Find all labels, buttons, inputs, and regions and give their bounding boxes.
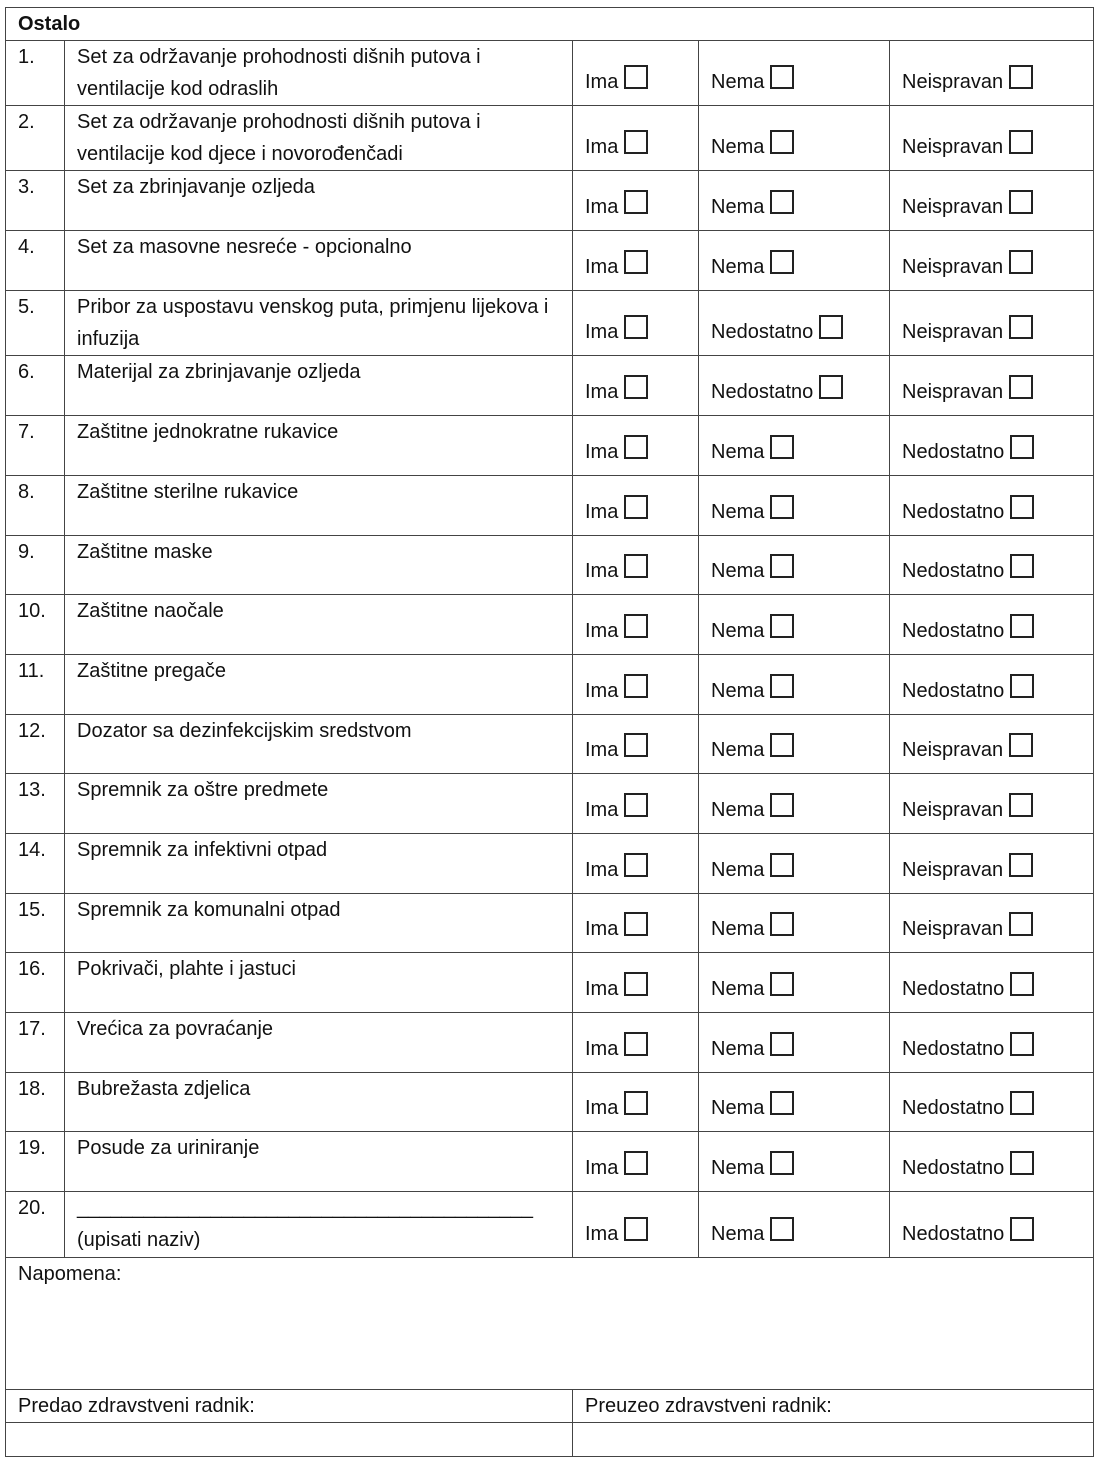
checklist-row	[6, 655, 1094, 715]
option-label: Nema	[711, 1223, 765, 1245]
option-label: Neispravan	[902, 71, 1004, 93]
option-checkbox[interactable]	[770, 250, 794, 274]
option-cell	[573, 715, 699, 774]
option-label: Neispravan	[902, 859, 1004, 881]
option-checkbox[interactable]	[624, 853, 648, 877]
option-label: Ima	[585, 918, 619, 940]
option-cell	[699, 291, 890, 356]
option-label: Nema	[711, 501, 765, 523]
item-number: 9.	[6, 536, 65, 595]
option-label: Ima	[585, 71, 619, 93]
item-description-text: Dozator sa dezinfekcijskim sredstvom	[77, 720, 412, 742]
option-cell	[890, 655, 1094, 715]
item-description	[65, 416, 573, 476]
item-description	[65, 536, 573, 595]
option-cell	[573, 106, 699, 171]
item-description-text: Zaštitne jednokratne rukavice	[77, 421, 339, 443]
item-description	[65, 834, 573, 894]
checklist-row	[6, 715, 1094, 774]
option-checkbox[interactable]	[819, 315, 843, 339]
option-label: Nedostatno	[902, 680, 1005, 702]
option-cell	[699, 41, 890, 106]
item-description-text: Set za održavanje prohodnosti dišnih putova i ventilacije kod djece i novorođenčadi	[77, 111, 481, 165]
note-field[interactable]	[6, 1258, 1094, 1390]
item-description	[65, 595, 573, 655]
option-cell	[699, 231, 890, 291]
option-checkbox[interactable]	[770, 1151, 794, 1175]
option-checkbox[interactable]	[624, 435, 648, 459]
item-number: 20.	[6, 1192, 65, 1258]
option-checkbox[interactable]	[770, 614, 794, 638]
checklist-row	[6, 1013, 1094, 1073]
option-cell	[699, 894, 890, 953]
item-number: 19.	[6, 1132, 65, 1192]
option-label: Nema	[711, 1038, 765, 1060]
option-checkbox[interactable]	[770, 793, 794, 817]
option-checkbox[interactable]	[770, 190, 794, 214]
item-description	[65, 953, 573, 1013]
option-cell	[699, 1013, 890, 1073]
option-checkbox[interactable]	[1010, 435, 1034, 459]
item-description-text: Set za zbrinjavanje ozljeda	[77, 176, 315, 198]
item-description	[65, 715, 573, 774]
option-cell	[573, 231, 699, 291]
option-cell	[890, 536, 1094, 595]
option-checkbox[interactable]	[624, 793, 648, 817]
equipment-checklist-table	[5, 7, 1094, 1457]
option-label: Ima	[585, 978, 619, 1000]
option-checkbox[interactable]	[1010, 1151, 1034, 1175]
option-checkbox[interactable]	[624, 614, 648, 638]
option-checkbox[interactable]	[770, 1091, 794, 1115]
option-checkbox[interactable]	[1009, 315, 1033, 339]
option-cell	[699, 356, 890, 416]
received-signature-field[interactable]	[573, 1423, 1094, 1457]
option-checkbox[interactable]	[624, 315, 648, 339]
item-number: 12.	[6, 715, 65, 774]
option-cell	[573, 894, 699, 953]
option-checkbox[interactable]	[770, 495, 794, 519]
option-cell	[573, 774, 699, 834]
item-description-text: Zaštitne sterilne rukavice	[77, 481, 299, 503]
option-label: Nedostatno	[902, 620, 1005, 642]
option-cell	[890, 291, 1094, 356]
option-label: Ima	[585, 256, 619, 278]
option-checkbox[interactable]	[1009, 793, 1033, 817]
option-checkbox[interactable]	[1010, 1032, 1034, 1056]
item-number: 11.	[6, 655, 65, 715]
checklist-row	[6, 953, 1094, 1013]
option-checkbox[interactable]	[624, 972, 648, 996]
option-label: Nema	[711, 620, 765, 642]
option-checkbox[interactable]	[770, 65, 794, 89]
option-checkbox[interactable]	[770, 130, 794, 154]
option-checkbox[interactable]	[1009, 912, 1033, 936]
option-cell	[699, 106, 890, 171]
option-cell	[699, 171, 890, 231]
option-label: Ima	[585, 381, 619, 403]
option-label: Ima	[585, 620, 619, 642]
option-checkbox[interactable]	[770, 554, 794, 578]
option-cell	[890, 41, 1094, 106]
option-checkbox[interactable]	[770, 853, 794, 877]
item-description	[65, 1132, 573, 1192]
checklist-row	[6, 356, 1094, 416]
option-label: Nema	[711, 136, 765, 158]
option-checkbox[interactable]	[770, 435, 794, 459]
option-checkbox[interactable]	[770, 733, 794, 757]
option-cell	[573, 476, 699, 536]
option-checkbox[interactable]	[1009, 853, 1033, 877]
item-number: 17.	[6, 1013, 65, 1073]
option-cell	[890, 894, 1094, 953]
option-checkbox[interactable]	[624, 1217, 648, 1241]
option-label: Ima	[585, 501, 619, 523]
option-label: Nedostatno	[902, 560, 1005, 582]
section-title: Ostalo	[6, 8, 1094, 41]
option-label: Neispravan	[902, 739, 1004, 761]
option-cell	[573, 1013, 699, 1073]
option-checkbox[interactable]	[1009, 65, 1033, 89]
option-label: Ima	[585, 1097, 619, 1119]
option-cell	[573, 1073, 699, 1132]
option-checkbox[interactable]	[624, 65, 648, 89]
item-description	[65, 291, 573, 356]
option-checkbox[interactable]	[624, 1091, 648, 1115]
option-label: Nedostatno	[902, 501, 1005, 523]
option-label: Nedostatno	[711, 381, 814, 403]
item-description	[65, 356, 573, 416]
option-cell	[890, 416, 1094, 476]
option-cell	[890, 1132, 1094, 1192]
option-cell	[890, 774, 1094, 834]
item-description	[65, 106, 573, 171]
option-cell	[573, 291, 699, 356]
option-checkbox[interactable]	[1009, 190, 1033, 214]
checklist-row	[6, 416, 1094, 476]
option-cell	[573, 171, 699, 231]
handed-over-label: Predao zdravstveni radnik:	[6, 1390, 573, 1423]
option-label: Neispravan	[902, 196, 1004, 218]
option-checkbox[interactable]	[770, 1032, 794, 1056]
item-description	[65, 476, 573, 536]
option-label: Neispravan	[902, 321, 1004, 343]
option-cell	[890, 834, 1094, 894]
item-description-text: Pokrivači, plahte i jastuci	[77, 958, 296, 980]
option-checkbox[interactable]	[1010, 1091, 1034, 1115]
option-label: Neispravan	[902, 136, 1004, 158]
option-label: Nema	[711, 859, 765, 881]
option-cell	[890, 356, 1094, 416]
option-label: Nema	[711, 256, 765, 278]
item-number: 10.	[6, 595, 65, 655]
option-checkbox[interactable]	[624, 674, 648, 698]
option-cell	[699, 1192, 890, 1258]
checklist-row	[6, 1073, 1094, 1132]
option-checkbox[interactable]	[1010, 554, 1034, 578]
option-cell	[573, 834, 699, 894]
item-description-hint: (upisati naziv)	[77, 1229, 201, 1251]
option-cell	[699, 774, 890, 834]
option-checkbox[interactable]	[1010, 614, 1034, 638]
option-label: Ima	[585, 321, 619, 343]
option-checkbox[interactable]	[624, 250, 648, 274]
option-checkbox[interactable]	[624, 375, 648, 399]
option-label: Nema	[711, 196, 765, 218]
handed-over-signature-field[interactable]	[6, 1423, 573, 1457]
option-label: Ima	[585, 1157, 619, 1179]
checklist-row	[6, 834, 1094, 894]
checklist-row	[6, 894, 1094, 953]
option-label: Nedostatno	[902, 1223, 1005, 1245]
received-label: Preuzeo zdravstveni radnik:	[573, 1390, 1094, 1423]
option-label: Nedostatno	[902, 978, 1005, 1000]
item-number: 18.	[6, 1073, 65, 1132]
option-cell	[573, 953, 699, 1013]
item-number: 6.	[6, 356, 65, 416]
option-cell	[890, 476, 1094, 536]
item-description-text: Bubrežasta zdjelica	[77, 1078, 251, 1100]
item-description	[65, 774, 573, 834]
option-checkbox[interactable]	[770, 674, 794, 698]
item-number: 3.	[6, 171, 65, 231]
option-label: Neispravan	[902, 918, 1004, 940]
option-label: Neispravan	[902, 799, 1004, 821]
option-cell	[699, 1132, 890, 1192]
item-description	[65, 1073, 573, 1132]
option-label: Neispravan	[902, 381, 1004, 403]
option-cell	[699, 953, 890, 1013]
item-description-text: Set za masovne nesreće - opcionalno	[77, 236, 412, 258]
option-checkbox[interactable]	[770, 1217, 794, 1241]
checklist-row	[6, 774, 1094, 834]
item-number: 8.	[6, 476, 65, 536]
option-label: Nedostatno	[711, 321, 814, 343]
option-cell	[890, 231, 1094, 291]
option-label: Ima	[585, 1038, 619, 1060]
option-label: Nema	[711, 978, 765, 1000]
option-checkbox[interactable]	[1010, 674, 1034, 698]
item-number: 7.	[6, 416, 65, 476]
option-label: Nema	[711, 1157, 765, 1179]
checklist-row	[6, 595, 1094, 655]
item-description	[65, 655, 573, 715]
option-label: Ima	[585, 136, 619, 158]
item-description-text: Zaštitne naočale	[77, 600, 224, 622]
checklist-row	[6, 476, 1094, 536]
item-description-text: Posude za uriniranje	[77, 1137, 260, 1159]
option-label: Neispravan	[902, 256, 1004, 278]
item-description-text: Zaštitne maske	[77, 541, 213, 563]
option-checkbox[interactable]	[1010, 972, 1034, 996]
option-checkbox[interactable]	[1010, 495, 1034, 519]
option-label: Ima	[585, 859, 619, 881]
item-description-text: _________________________________________	[77, 1197, 534, 1219]
option-cell	[890, 106, 1094, 171]
item-description	[65, 231, 573, 291]
item-description-text: Spremnik za oštre predmete	[77, 779, 329, 801]
checklist-row	[6, 536, 1094, 595]
item-description	[65, 894, 573, 953]
item-number: 4.	[6, 231, 65, 291]
item-number: 1.	[6, 41, 65, 106]
option-cell	[699, 655, 890, 715]
checklist-row	[6, 1192, 1094, 1258]
checklist-row	[6, 41, 1094, 106]
checklist-row	[6, 291, 1094, 356]
item-number: 16.	[6, 953, 65, 1013]
option-cell	[890, 715, 1094, 774]
option-checkbox[interactable]	[624, 130, 648, 154]
option-label: Nema	[711, 680, 765, 702]
option-label: Nema	[711, 71, 765, 93]
option-label: Ima	[585, 680, 619, 702]
item-description-text: Materijal za zbrinjavanje ozljeda	[77, 361, 361, 383]
option-label: Ima	[585, 739, 619, 761]
item-description-text: Set za održavanje prohodnosti dišnih putova i ventilacije kod odraslih	[77, 46, 481, 100]
option-label: Nema	[711, 441, 765, 463]
option-cell	[699, 595, 890, 655]
option-label: Ima	[585, 1223, 619, 1245]
option-cell	[573, 595, 699, 655]
option-cell	[890, 1013, 1094, 1073]
item-description-text: Vrećica za povraćanje	[77, 1018, 274, 1040]
item-number: 5.	[6, 291, 65, 356]
item-description	[65, 1013, 573, 1073]
option-cell	[573, 1192, 699, 1258]
option-cell	[890, 1073, 1094, 1132]
option-checkbox[interactable]	[770, 972, 794, 996]
item-description-text: Pribor za uspostavu venskog puta, primjenu lijekova i infuzija	[77, 296, 549, 350]
option-label: Nedostatno	[902, 1097, 1005, 1119]
option-cell	[890, 1192, 1094, 1258]
option-checkbox[interactable]	[624, 1032, 648, 1056]
item-description-text: Spremnik za infektivni otpad	[77, 839, 328, 861]
option-cell	[699, 416, 890, 476]
option-cell	[890, 171, 1094, 231]
item-number: 14.	[6, 834, 65, 894]
option-label: Nedostatno	[902, 1038, 1005, 1060]
option-cell	[699, 476, 890, 536]
option-label: Nedostatno	[902, 1157, 1005, 1179]
option-cell	[573, 1132, 699, 1192]
option-checkbox[interactable]	[1010, 1217, 1034, 1241]
note-label: Napomena:	[18, 1263, 122, 1285]
item-description	[65, 41, 573, 106]
item-number: 2.	[6, 106, 65, 171]
option-cell	[573, 536, 699, 595]
checklist-row	[6, 231, 1094, 291]
checklist-row	[6, 1132, 1094, 1192]
option-cell	[573, 41, 699, 106]
item-description[interactable]	[65, 1192, 573, 1258]
option-label: Nema	[711, 799, 765, 821]
option-cell	[699, 715, 890, 774]
item-description-text: Spremnik za komunalni otpad	[77, 899, 341, 921]
item-description	[65, 171, 573, 231]
option-cell	[890, 595, 1094, 655]
option-checkbox[interactable]	[1009, 250, 1033, 274]
option-checkbox[interactable]	[1009, 375, 1033, 399]
option-checkbox[interactable]	[624, 912, 648, 936]
item-number: 15.	[6, 894, 65, 953]
option-cell	[890, 953, 1094, 1013]
option-label: Nema	[711, 739, 765, 761]
option-label: Ima	[585, 196, 619, 218]
option-cell	[699, 834, 890, 894]
option-checkbox[interactable]	[624, 1151, 648, 1175]
checklist-row	[6, 171, 1094, 231]
option-cell	[573, 416, 699, 476]
option-cell	[573, 655, 699, 715]
option-cell	[699, 536, 890, 595]
option-label: Ima	[585, 799, 619, 821]
checklist-row	[6, 106, 1094, 171]
option-label: Ima	[585, 441, 619, 463]
option-checkbox[interactable]	[624, 190, 648, 214]
option-label: Ima	[585, 560, 619, 582]
item-number: 13.	[6, 774, 65, 834]
option-checkbox[interactable]	[1009, 130, 1033, 154]
option-checkbox[interactable]	[624, 495, 648, 519]
option-cell	[699, 1073, 890, 1132]
option-label: Nema	[711, 1097, 765, 1119]
item-description-text: Zaštitne pregače	[77, 660, 226, 682]
option-label: Nedostatno	[902, 441, 1005, 463]
option-label: Nema	[711, 918, 765, 940]
option-checkbox[interactable]	[624, 554, 648, 578]
option-checkbox[interactable]	[770, 912, 794, 936]
option-cell	[573, 356, 699, 416]
option-label: Nema	[711, 560, 765, 582]
option-checkbox[interactable]	[1009, 733, 1033, 757]
option-checkbox[interactable]	[819, 375, 843, 399]
option-checkbox[interactable]	[624, 733, 648, 757]
